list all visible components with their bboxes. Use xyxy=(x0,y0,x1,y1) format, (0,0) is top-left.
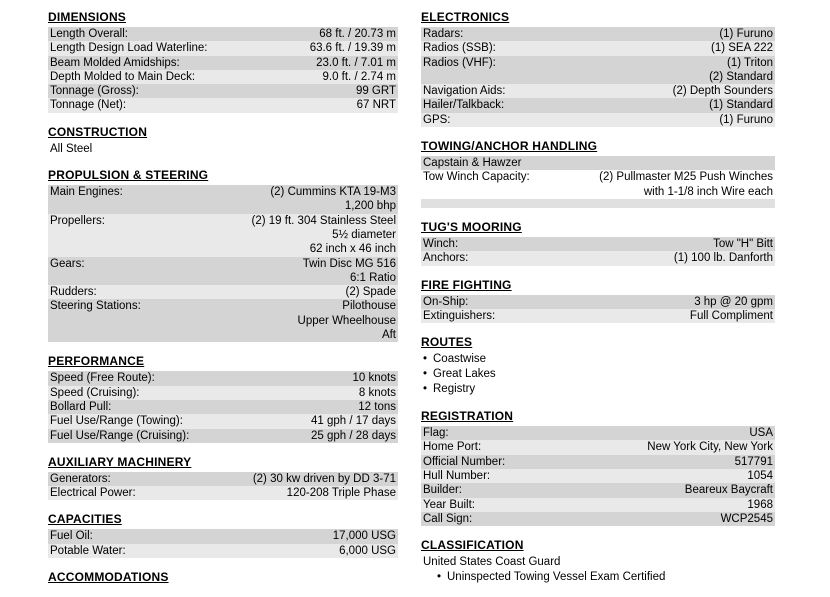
spec-column-right xyxy=(421,10,775,597)
spec-row xyxy=(421,56,775,85)
row-label: Potable Water: xyxy=(50,544,126,557)
row-label: Hailer/Talkback: xyxy=(423,99,505,112)
row-label: Generators: xyxy=(50,472,111,485)
row-label: GPS: xyxy=(423,113,451,126)
row-label: Fuel Use/Range (Towing): xyxy=(50,415,183,428)
row-label: Tow Winch Capacity: xyxy=(423,171,530,184)
row-value: (1) 100 lb. Danforth xyxy=(673,252,773,265)
spec-section xyxy=(421,335,775,397)
spec-row xyxy=(48,257,398,286)
spec-row xyxy=(421,309,775,323)
spec-row xyxy=(421,41,775,55)
row-value: Tow "H" Bitt xyxy=(713,237,773,250)
row-value: Full Compliment xyxy=(689,309,773,322)
row-label: On-Ship: xyxy=(423,295,469,308)
spec-row xyxy=(421,237,775,251)
bullet-label: Great Lakes xyxy=(433,368,496,381)
section-heading: CLASSIFICATION xyxy=(421,538,524,553)
spec-row xyxy=(48,98,398,112)
bullet-item xyxy=(421,367,775,382)
spec-row xyxy=(48,486,398,500)
spec-row xyxy=(421,98,775,112)
section-heading: REGISTRATION xyxy=(421,409,514,424)
row-value: (2) Depth Sounders xyxy=(672,85,773,98)
row-label: Propellers: xyxy=(50,214,105,227)
row-label: Main Engines: xyxy=(50,186,123,199)
row-value: 9.0 ft. / 2.74 m xyxy=(322,70,396,83)
spec-row xyxy=(421,469,775,483)
row-label: Gears: xyxy=(50,257,85,270)
spec-row xyxy=(421,455,775,469)
spec-section xyxy=(48,168,398,342)
row-label: Anchors: xyxy=(423,252,469,265)
spec-column-left xyxy=(48,10,398,597)
row-value: Beareux Baycraft xyxy=(684,484,773,497)
section-heading: ACCOMMODATIONS xyxy=(48,570,169,585)
row-value: 68 ft. / 20.73 m xyxy=(319,28,396,40)
bullet-item xyxy=(421,352,775,367)
spec-row xyxy=(421,251,775,265)
row-label: Rudders: xyxy=(50,286,97,299)
spec-row xyxy=(48,371,398,385)
row-value: 41 gph / 17 days xyxy=(310,415,396,428)
section-heading: CAPACITIES xyxy=(48,512,122,527)
row-label: Length Design Load Waterline: xyxy=(50,42,208,55)
section-text: All Steel xyxy=(50,142,93,155)
row-value: 120-208 Triple Phase xyxy=(286,487,396,500)
spec-section xyxy=(48,570,398,585)
spec-row xyxy=(48,56,398,70)
spec-section xyxy=(421,139,775,208)
spec-row xyxy=(421,84,775,98)
row-label: Winch: xyxy=(423,237,459,250)
bullet-label: Coastwise xyxy=(433,353,487,366)
spec-row xyxy=(421,27,775,41)
section-heading: TUG'S MOORING xyxy=(421,219,522,234)
row-value: 23.0 ft. / 7.01 m xyxy=(316,56,396,69)
row-label: Builder: xyxy=(423,484,462,497)
row-label: Steering Stations: xyxy=(50,300,141,313)
spec-row xyxy=(48,299,398,342)
section-text: United States Coast Guard xyxy=(423,556,561,569)
bullet-icon: • xyxy=(437,570,442,583)
row-label: Call Sign: xyxy=(423,512,473,525)
spec-row xyxy=(421,498,775,512)
spec-row xyxy=(421,113,775,127)
bullet-label: Uninspected Towing Vessel Exam Certified xyxy=(447,570,666,583)
row-value: New York City, New York xyxy=(647,441,773,454)
spec-row xyxy=(421,156,775,170)
row-label: Capstain & Hawzer xyxy=(423,157,522,170)
section-heading: PERFORMANCE xyxy=(48,354,145,369)
row-value: 6,000 USG xyxy=(339,544,396,557)
spacer-row xyxy=(421,199,775,208)
spec-row xyxy=(48,429,398,443)
row-value: 1054 xyxy=(747,470,773,483)
row-label: Bollard Pull: xyxy=(50,400,112,413)
spec-section xyxy=(421,278,775,324)
row-value: (1) Furuno xyxy=(719,113,773,126)
section-heading: AUXILIARY MACHINERY xyxy=(48,454,192,469)
row-label: Speed (Free Route): xyxy=(50,372,155,385)
spec-section xyxy=(421,538,775,584)
spec-row xyxy=(48,84,398,98)
row-value: (2) Cummins KTA 19-M3 1,200 bhp xyxy=(270,186,396,213)
row-value: (2) 30 kw driven by DD 3-71 xyxy=(252,472,396,485)
row-label: Tonnage (Gross): xyxy=(50,85,139,98)
row-label: Fuel Use/Range (Cruising): xyxy=(50,429,190,442)
bullet-icon: • xyxy=(423,368,428,381)
spec-section xyxy=(421,409,775,526)
row-value: 3 hp @ 20 gpm xyxy=(694,295,773,308)
row-value: Pilothouse Upper Wheelhouse Aft xyxy=(297,300,396,342)
row-label: Depth Molded to Main Deck: xyxy=(50,70,196,83)
row-value: (2) Pullmaster M25 Push Winches with 1-1/8 inch Wire each xyxy=(599,171,773,198)
row-value: (2) Spade xyxy=(345,286,396,299)
row-value: (1) SEA 222 xyxy=(710,42,773,55)
row-label: Fuel Oil: xyxy=(50,530,93,543)
spec-row xyxy=(48,400,398,414)
bullet-item xyxy=(421,570,775,585)
row-value: 99 GRT xyxy=(355,85,396,98)
spec-row xyxy=(421,512,775,526)
row-label: Official Number: xyxy=(423,455,506,468)
spec-row xyxy=(48,472,398,486)
row-value: 67 NRT xyxy=(356,99,396,112)
spec-row xyxy=(421,440,775,454)
bullet-icon: • xyxy=(423,353,428,366)
row-value: 17,000 USG xyxy=(332,530,396,543)
spec-section xyxy=(48,512,398,558)
spec-section xyxy=(421,220,775,266)
section-heading: TOWING/ANCHOR HANDLING xyxy=(421,139,598,154)
spec-row xyxy=(421,426,775,440)
row-label: Extinguishers: xyxy=(423,309,496,322)
row-value: (2) 19 ft. 304 Stainless Steel 5½ diameter 62 inch x 46 inch xyxy=(251,214,396,256)
spec-section xyxy=(48,455,398,501)
row-label: Tonnage (Net): xyxy=(50,99,127,112)
spec-row xyxy=(48,529,398,543)
bullet-label: Registry xyxy=(433,383,476,396)
row-value: 1968 xyxy=(747,498,773,511)
row-value: 10 knots xyxy=(352,372,396,385)
row-value: 12 tons xyxy=(358,400,396,413)
spec-section xyxy=(48,125,398,156)
spec-row xyxy=(48,285,398,299)
row-label: Length Overall: xyxy=(50,28,128,40)
section-heading: PROPULSION & STEERING xyxy=(48,168,209,183)
spec-section xyxy=(421,10,775,127)
row-label: Home Port: xyxy=(423,441,482,454)
row-value: (1) Triton (2) Standard xyxy=(709,56,773,83)
spec-section xyxy=(48,10,398,113)
row-label: Radios (SSB): xyxy=(423,42,496,55)
row-value: 517791 xyxy=(734,455,773,468)
spec-row xyxy=(421,483,775,497)
section-heading: FIRE FIGHTING xyxy=(421,277,512,292)
spec-row xyxy=(48,414,398,428)
spec-row xyxy=(48,27,398,41)
spec-section xyxy=(48,354,398,442)
spec-row xyxy=(48,214,398,257)
row-value: (1) Furuno xyxy=(719,28,773,40)
section-heading: CONSTRUCTION xyxy=(48,124,148,139)
spec-row xyxy=(48,185,398,214)
row-label: Hull Number: xyxy=(423,470,491,483)
row-value: WCP2545 xyxy=(720,512,773,525)
row-value: (1) Standard xyxy=(709,99,773,112)
row-value: 25 gph / 28 days xyxy=(310,429,396,442)
bullet-item xyxy=(421,382,775,397)
row-label: Radars: xyxy=(423,28,464,40)
row-label: Radios (VHF): xyxy=(423,56,496,69)
row-value: Twin Disc MG 516 6:1 Ratio xyxy=(302,257,396,284)
row-value: 8 knots xyxy=(358,386,396,399)
section-heading: ELECTRONICS xyxy=(421,10,510,24)
spec-row xyxy=(421,295,775,309)
section-heading: DIMENSIONS xyxy=(48,10,127,24)
row-label: Year Built: xyxy=(423,498,475,511)
row-label: Navigation Aids: xyxy=(423,85,506,98)
row-value: 63.6 ft. / 19.39 m xyxy=(309,42,396,55)
row-label: Flag: xyxy=(423,427,449,440)
row-label: Speed (Cruising): xyxy=(50,386,140,399)
section-heading: ROUTES xyxy=(421,335,473,350)
row-label: Beam Molded Amidships: xyxy=(50,56,180,69)
bullet-icon: • xyxy=(423,383,428,396)
spec-row xyxy=(48,544,398,558)
row-label: Electrical Power: xyxy=(50,487,136,500)
spec-row xyxy=(48,386,398,400)
spec-row xyxy=(48,70,398,84)
row-value: USA xyxy=(749,427,773,440)
spec-row xyxy=(48,41,398,55)
spec-row xyxy=(421,170,775,199)
